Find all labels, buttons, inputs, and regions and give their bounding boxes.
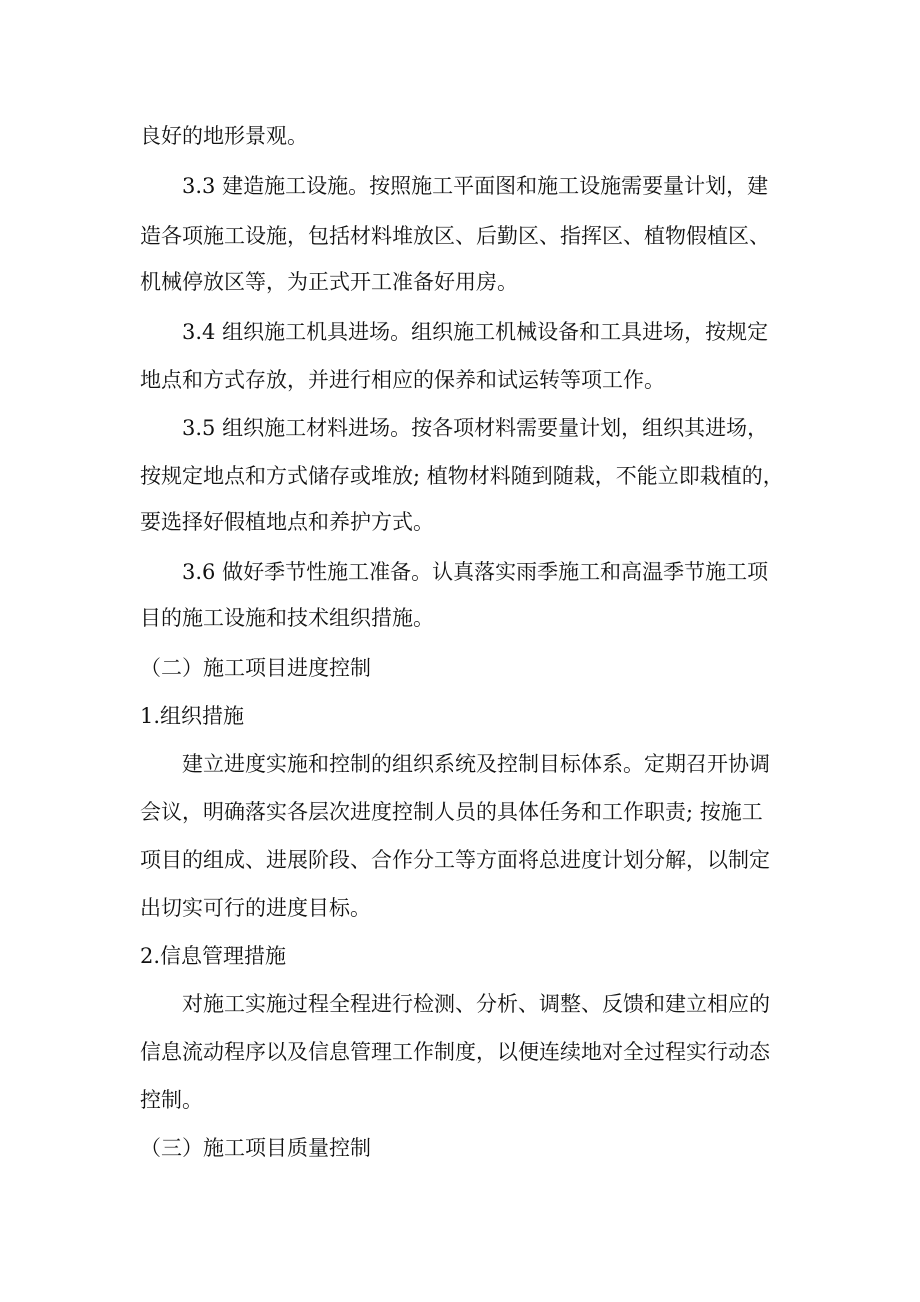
subsection-heading: 1.组织措施 — [140, 704, 245, 728]
paragraph-line: 机械停放区等，为正式开工准备好用房。 — [140, 270, 518, 294]
subsection-heading: 2.信息管理措施 — [140, 944, 287, 968]
paragraph-line: 3.3 建造施工设施。按照施工平面图和施工设施需要量计划，建 — [182, 174, 769, 198]
paragraph-line: 造各项施工设施，包括材料堆放区、后勤区、指挥区、植物假植区、 — [140, 224, 770, 248]
paragraph-line: 3.6 做好季节性施工准备。认真落实雨季施工和高温季节施工项 — [182, 560, 769, 584]
paragraph-line: 信息流动程序以及信息管理工作制度，以便连续地对全过程实行动态 — [140, 1040, 770, 1064]
paragraph-line: 对施工实施过程全程进行检测、分析、调整、反馈和建立相应的 — [182, 992, 770, 1016]
paragraph-line: 建立进度实施和控制的组织系统及控制目标体系。定期召开协调 — [182, 752, 770, 776]
section-heading: （三）施工项目质量控制 — [140, 1136, 371, 1160]
paragraph-line: 出切实可行的进度目标。 — [140, 896, 371, 920]
paragraph-line: 会议，明确落实各层次进度控制人员的具体任务和工作职责; 按施工 — [140, 800, 763, 824]
paragraph-line: 要选择好假植地点和养护方式。 — [140, 510, 434, 534]
paragraph-line: 目的施工设施和技术组织措施。 — [140, 606, 434, 630]
paragraph-line: 良好的地形景观。 — [140, 124, 308, 148]
paragraph-line: 3.4 组织施工机具进场。组织施工机械设备和工具进场，按规定 — [182, 320, 769, 344]
section-heading: （二）施工项目进度控制 — [140, 656, 371, 680]
paragraph-line: 控制。 — [140, 1088, 203, 1112]
paragraph-line: 项目的组成、进展阶段、合作分工等方面将总进度计划分解，以制定 — [140, 848, 770, 872]
paragraph-line: 3.5 组织施工材料进场。按各项材料需要量计划，组织其进场， — [182, 416, 769, 440]
paragraph-line: 地点和方式存放，并进行相应的保养和试运转等项工作。 — [140, 368, 665, 392]
paragraph-line: 按规定地点和方式储存或堆放; 植物材料随到随栽，不能立即栽植的， — [140, 464, 784, 488]
